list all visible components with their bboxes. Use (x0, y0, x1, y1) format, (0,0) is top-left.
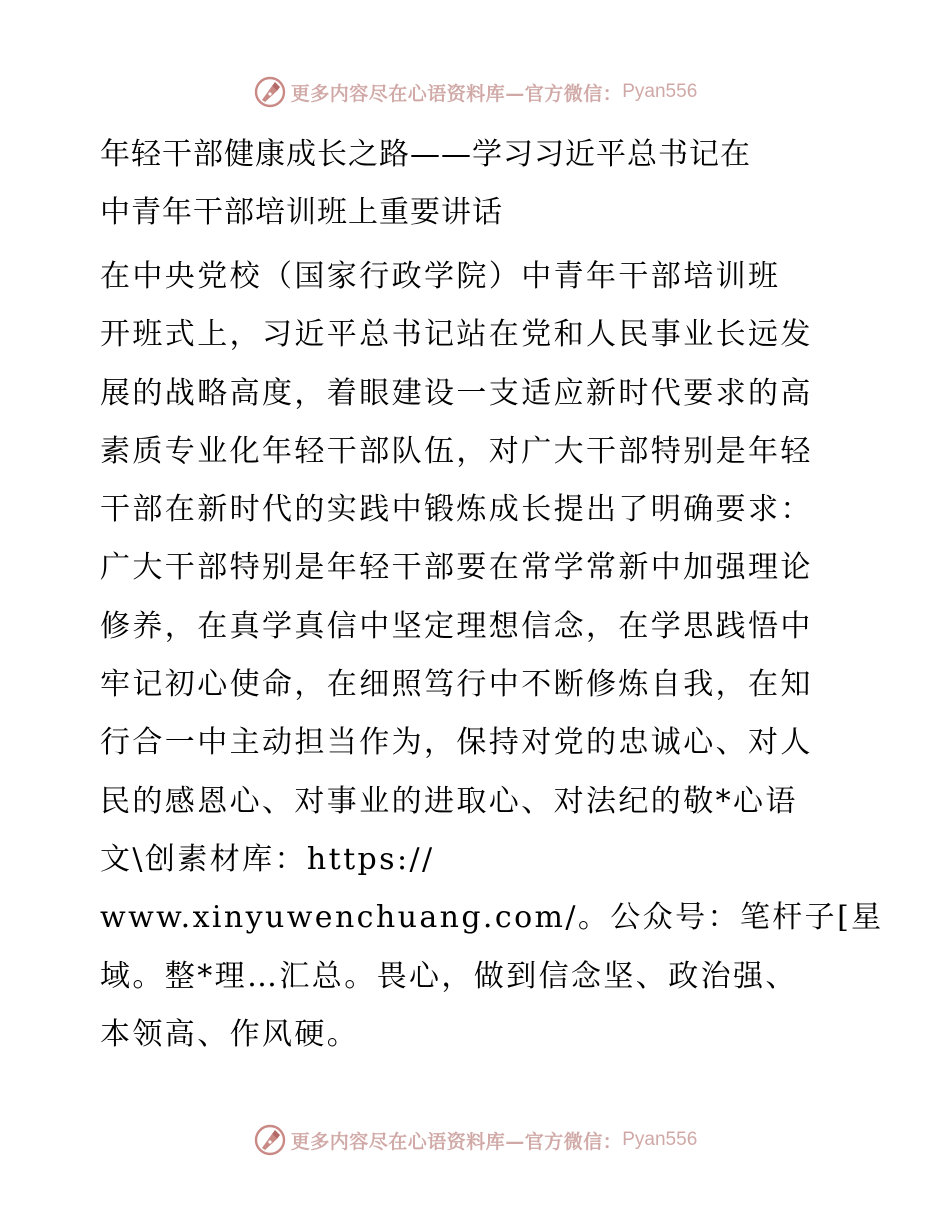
title-line: 年轻干部健康成长之路——学习习近平总书记在 (100, 137, 751, 172)
body-line: 牢记初心使命，在细照笃行中不断修炼自我，在知 (100, 667, 813, 703)
body-line: 素质专业化年轻干部队伍，对广大干部特别是年轻 (100, 433, 813, 469)
pen-nib-logo-icon (253, 75, 287, 109)
body-line: 开班式上，习近平总书记站在党和人民事业长远发 (100, 317, 813, 353)
watermark-wechat-id: Pyan556 (622, 81, 698, 102)
body-line: 展的战略高度，着眼建设一支适应新时代要求的高 (100, 375, 813, 411)
body-line: 行合一中主动担当作为，保持对党的忠诚心、对人 (100, 725, 813, 761)
body-line: 本领高、作风硬。 (100, 1016, 360, 1052)
watermark-text: 更多内容尽在心语资料库—官方微信： (290, 82, 623, 105)
body-line: 修养，在真学真信中坚定理想信念，在学思践悟中 (100, 608, 813, 644)
body-line: 文\创素材库：https:// (100, 841, 435, 877)
title-line: 中青年干部培训班上重要讲话 (100, 195, 503, 230)
body-line: 干部在新时代的实践中锻炼成长提出了明确要求： (100, 492, 813, 528)
header-watermark (0, 72, 950, 112)
pen-nib-logo-icon (253, 1123, 287, 1157)
document-title (100, 126, 860, 242)
body-paragraph (100, 248, 884, 1064)
watermark-wechat-id: Pyan556 (622, 1129, 698, 1150)
body-line: 域。整*理…汇总。畏心，做到信念坚、政治强、 (100, 958, 798, 994)
body-line: 在中央党校（国家行政学院）中青年干部培训班 (100, 259, 781, 294)
body-line: www.xinyuwenchuang.com/。公众号：笔杆子[星 (100, 900, 884, 936)
watermark-text: 更多内容尽在心语资料库—官方微信： (290, 1130, 623, 1153)
body-line: 广大干部特别是年轻干部要在常学常新中加强理论 (100, 550, 813, 586)
body-line: 民的感恩心、对事业的进取心、对法纪的敬*心语 (100, 783, 798, 819)
footer-watermark (0, 1120, 950, 1160)
